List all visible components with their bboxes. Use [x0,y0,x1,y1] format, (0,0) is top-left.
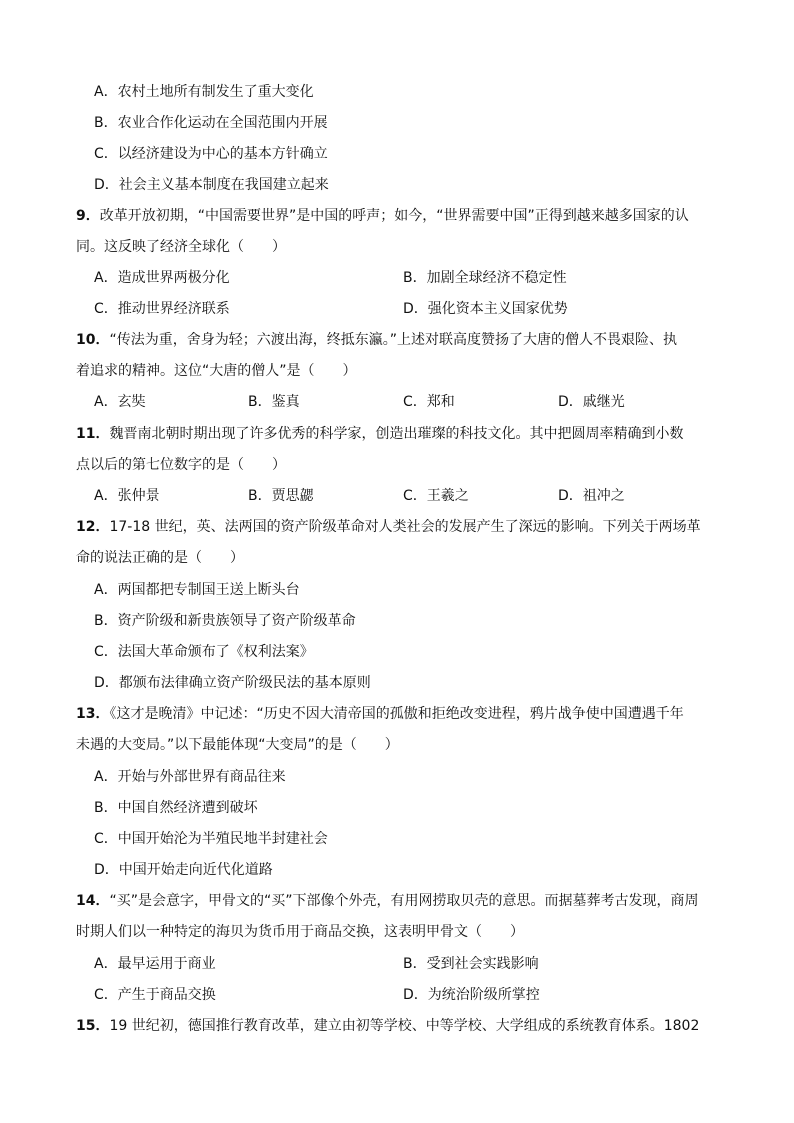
q13-option-d: D．中国开始走向近代化道路 [94,862,273,878]
q9-option-a: A．造成世界两极分化 [94,270,230,286]
q13-number: 13． [76,706,110,722]
q9-number: 9． [76,208,100,224]
q15-number: 15． [76,1018,110,1034]
q9-text-1: 改革开放初期，“中国需要世界”是中国的呼声；如今，“世界需要中国”正得到越来越多国家的认 [99,208,689,224]
q14-option-d: D．为统治阶级所掌控 [403,987,540,1003]
q14-option-c: C．产生于商品交换 [94,987,216,1003]
q10-number: 10． [76,332,110,348]
q9-option-d: D．强化资本主义国家优势 [403,301,568,317]
q12-text-1: 17-18 世纪，英、法两国的资产阶级革命对人类社会的发展产生了深远的影响。下列关于两场革 [109,519,701,535]
q8-option-c: C．以经济建设为中心的基本方针确立 [94,146,328,162]
q9-option-c: C．推动世界经济联系 [94,301,230,317]
q11-option-a: A．张仲景 [94,488,160,504]
q12-number: 12． [76,519,110,535]
q15-stem-line-1 [76,1016,699,1036]
q10-option-d: D．戚继光 [558,394,625,410]
q10-text-1: “传法为重，舍身为轻；六渡出海，终抵东瀛。”上述对联高度赞扬了大唐的僧人不畏艰险、执 [109,332,677,348]
q14-stem-line-1 [76,891,699,911]
q11-stem-line-2: 点以后的第七位数字的是（ ） [76,457,286,473]
q12-option-b: B．资产阶级和新贵族领导了资产阶级革命 [94,613,356,629]
q14-option-b: B．受到社会实践影响 [403,956,539,972]
q14-stem-line-2: 时期人们以一种特定的海贝为货币用于商品交换，这表明甲骨文（ ） [76,924,524,940]
q13-option-a: A．开始与外部世界有商品往来 [94,769,286,785]
q8-option-d: D．社会主义基本制度在我国建立起来 [94,177,329,193]
q11-option-b: B．贾思勰 [248,488,314,504]
q11-number: 11． [76,426,110,442]
q11-option-c: C．王羲之 [403,488,469,504]
q9-stem-line-2: 同。这反映了经济全球化（ ） [76,239,286,255]
q8-option-b: B．农业合作化运动在全国范围内开展 [94,115,328,131]
q11-option-d: D．祖冲之 [558,488,625,504]
q10-option-c: C．郑和 [403,394,455,410]
q10-stem-line-2: 着追求的精神。这位“大唐的僧人”是（ ） [76,363,357,379]
q9-option-b: B．加剧全球经济不稳定性 [403,270,567,286]
q9-stem-line-1 [76,206,689,226]
q14-number: 14． [76,893,110,909]
q11-stem-line-1 [76,424,683,444]
q13-option-b: B．中国自然经济遭到破坏 [94,800,258,816]
q13-option-c: C．中国开始沦为半殖民地半封建社会 [94,831,328,847]
q10-option-a: A．玄奘 [94,394,146,410]
q14-option-a: A．最早运用于商业 [94,956,216,972]
q12-stem-line-2: 命的说法正确的是（ ） [76,550,244,566]
q15-text-1: 19 世纪初，德国推行教育改革，建立由初等学校、中等学校、大学组成的系统教育体系。1802 [109,1018,700,1034]
q13-stem-line-1 [76,704,684,724]
q12-option-a: A．两国都把专制国王送上断头台 [94,582,300,598]
q12-option-d: D．都颁布法律确立资产阶级民法的基本原则 [94,675,371,691]
q12-stem-line-1 [76,517,701,537]
q10-stem-line-1 [76,330,677,350]
q10-option-b: B．鉴真 [248,394,300,410]
q11-text-1: 魏晋南北朝时期出现了许多优秀的科学家，创造出璀璨的科技文化。其中把圆周率精确到小数 [109,426,684,442]
q13-text-1: 《这才是晚清》中记述：“历史不因大清帝国的孤傲和拒绝改变进程，鸦片战争使中国遭遇千年 [109,706,684,722]
q13-stem-line-2: 未遇的大变局。”以下最能体现“大变局”的是（ ） [76,737,399,753]
q8-option-a: A．农村土地所有制发生了重大变化 [94,84,314,100]
q14-text-1: “买”是会意字，甲骨文的“买”下部像个外壳，有用网捞取贝壳的意思。而据墓葬考古发现，商周 [109,893,699,909]
q12-option-c: C．法国大革命颁布了《权利法案》 [94,644,314,660]
